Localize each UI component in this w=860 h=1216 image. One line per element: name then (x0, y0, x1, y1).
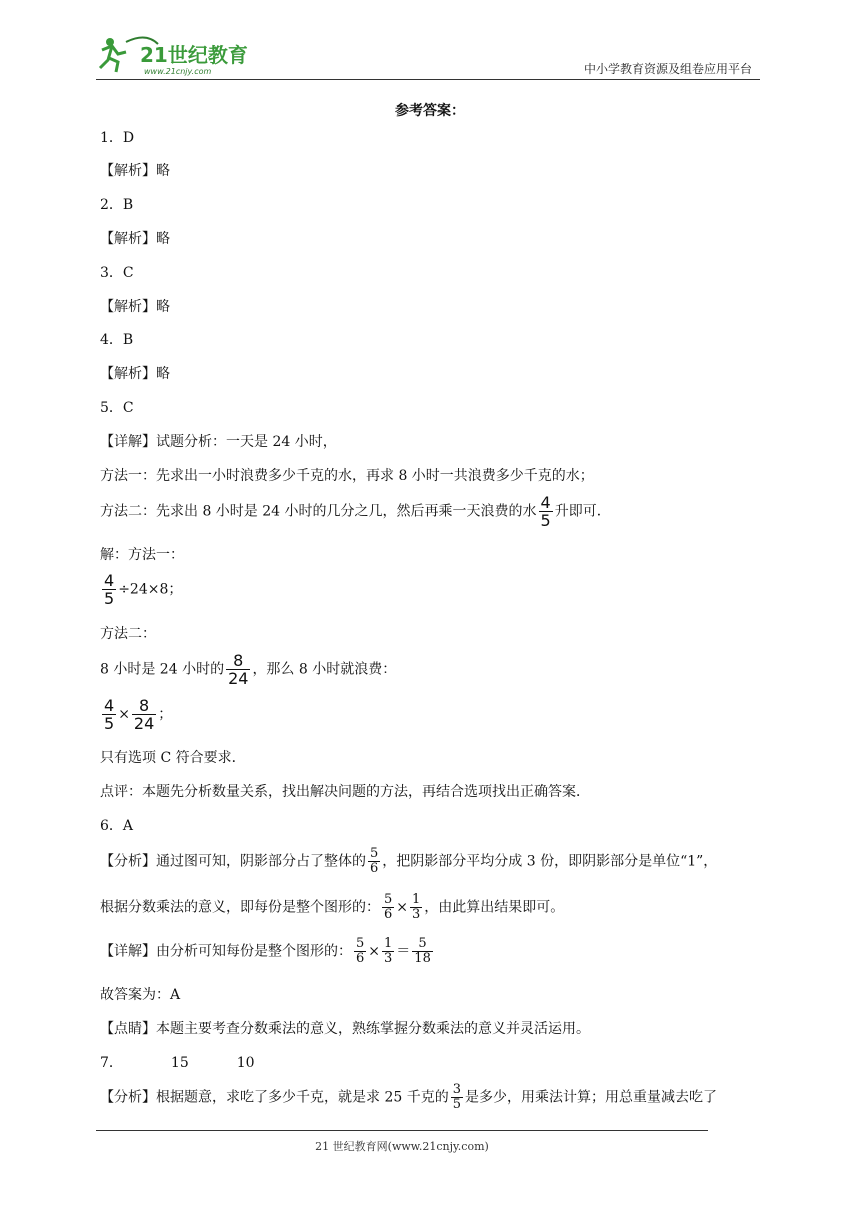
fraction-4-5 (102, 572, 116, 607)
fraction-numerator: 3 (452, 1082, 461, 1097)
answer-7-blank-2: 10 (236, 1055, 255, 1071)
fraction-4-5 (539, 494, 553, 529)
answer-3: 3．C (100, 265, 134, 281)
fraction-1-3 (382, 937, 394, 966)
fraction-8-24 (226, 652, 250, 687)
analysis-3: 【解析】略 (100, 299, 170, 315)
fraction-numerator: 1 (412, 892, 421, 907)
answer-5: 5．C (100, 400, 134, 416)
fraction-8-24 (132, 697, 156, 732)
fraction-numerator: 5 (384, 892, 393, 907)
detail-5-line-7 (100, 652, 396, 687)
fraction-denominator: 18 (414, 951, 431, 966)
text-segment: 【详解】由分析可知每份是整个图形的： (100, 943, 352, 960)
text-segment: 根据分数乘法的意义，即每份是整个图形的： (100, 899, 380, 916)
operator: × (118, 706, 130, 723)
text-segment: ，那么 8 小时就浪费： (252, 661, 397, 678)
fraction-denominator: 6 (356, 951, 365, 966)
answers-title: 参考答案： (395, 103, 465, 119)
detail-5-line-3 (100, 494, 611, 529)
page-header (96, 32, 760, 80)
header-divider (96, 79, 760, 80)
detail-5-line-4: 解：方法一： (100, 547, 184, 563)
text-segment: 升即可． (554, 503, 611, 520)
operator: × (368, 943, 381, 960)
fraction-5-6 (368, 847, 380, 876)
operator: × (396, 899, 409, 916)
detail-5-line-6: 方法二： (100, 626, 156, 642)
text-segment: 【分析】通过图可知，阴影部分占了整体的 (100, 853, 366, 870)
analysis-6-line-2 (100, 893, 564, 922)
detail-5-line-9: 只有选项 C 符合要求． (100, 750, 246, 766)
analysis-2: 【解析】略 (100, 231, 170, 247)
text-segment: 方法二：先求出 8 小时是 24 小时的几分之几，然后再乘一天浪费的水 (100, 503, 537, 520)
analysis-4: 【解析】略 (100, 366, 170, 382)
text-segment: ，把阴影部分平均分成 3 份，即阴影部分是单位“1”， (382, 853, 718, 870)
detail-5-line-1: 【详解】试题分析：一天是 24 小时， (100, 434, 337, 450)
fraction-denominator: 6 (384, 907, 393, 922)
svg-text:21世纪教育: 21世纪教育 (140, 43, 248, 67)
fraction-5-6 (354, 937, 366, 966)
text-segment: 7． (100, 1055, 123, 1071)
fraction-numerator: 4 (540, 493, 551, 512)
operator: ＝ (396, 943, 411, 960)
fraction-numerator: 8 (226, 652, 250, 670)
text-segment: ÷24×8； (118, 581, 183, 598)
fraction-numerator: 4 (104, 696, 115, 715)
fraction-denominator: 5 (104, 589, 115, 608)
fraction-denominator: 3 (384, 951, 393, 966)
fraction-5-18 (412, 937, 433, 966)
detail-5-line-8 (100, 697, 172, 732)
detail-5-line-5 (100, 572, 182, 607)
fraction-numerator: 5 (412, 937, 433, 952)
footer-divider (96, 1130, 708, 1131)
text-segment: ； (158, 706, 173, 723)
header-platform-text: 中小学教育资源及组卷应用平台 (583, 62, 752, 76)
fraction-denominator: 24 (228, 669, 249, 688)
answer-2: 2．B (100, 197, 134, 213)
detail-5-line-2: 方法一：先求出一小时浪费多少千克的水，再求 8 小时一共浪费多少千克的水； (100, 468, 594, 484)
fraction-3-5 (451, 1083, 463, 1112)
fraction-numerator: 5 (370, 846, 379, 861)
detail-6 (100, 937, 435, 966)
fraction-numerator: 5 (356, 936, 365, 951)
text-segment: 【分析】根据题意，求吃了多少千克，就是求 25 千克的 (100, 1089, 449, 1106)
fraction-denominator: 3 (412, 907, 421, 922)
text-segment: 8 小时是 24 小时的 (100, 661, 225, 678)
remark-6: 【点睛】本题主要考查分数乘法的意义，熟练掌握分数乘法的意义并灵活运用。 (100, 1021, 590, 1037)
fraction-denominator: 5 (540, 511, 551, 530)
fraction-denominator: 5 (104, 714, 115, 733)
page-footer: 21 世纪教育网(www.21cnjy.com) (315, 1140, 489, 1153)
answer-7-blank-1: 15 (170, 1055, 189, 1071)
analysis-7-line-1 (100, 1083, 717, 1112)
text-segment: 是多少，用乘法计算；用总重量减去吃了 (465, 1089, 717, 1106)
fraction-denominator: 6 (370, 861, 379, 876)
answer-4: 4．B (100, 332, 134, 348)
fraction-numerator: 1 (384, 936, 393, 951)
conclusion-6: 故答案为：A (100, 987, 181, 1003)
logo-21cnjy (96, 32, 266, 78)
analysis-1: 【解析】略 (100, 163, 170, 179)
text-segment: ，由此算出结果即可。 (424, 899, 565, 916)
svg-text:www.21cnjy.com: www.21cnjy.com (144, 67, 212, 76)
answer-7 (100, 1053, 255, 1073)
fraction-denominator: 24 (133, 714, 155, 733)
fraction-1-3 (410, 893, 422, 922)
answer-6: 6．A (100, 818, 134, 834)
fraction-denominator: 5 (452, 1097, 461, 1112)
fraction-numerator: 8 (132, 697, 156, 715)
analysis-6-line-1 (100, 847, 717, 876)
answer-1: 1．D (100, 130, 135, 146)
fraction-5-6 (382, 893, 394, 922)
fraction-4-5 (102, 697, 116, 732)
fraction-numerator: 4 (104, 571, 115, 590)
detail-5-line-10: 点评：本题先分析数量关系，找出解决问题的方法，再结合选项找出正确答案． (100, 784, 590, 800)
